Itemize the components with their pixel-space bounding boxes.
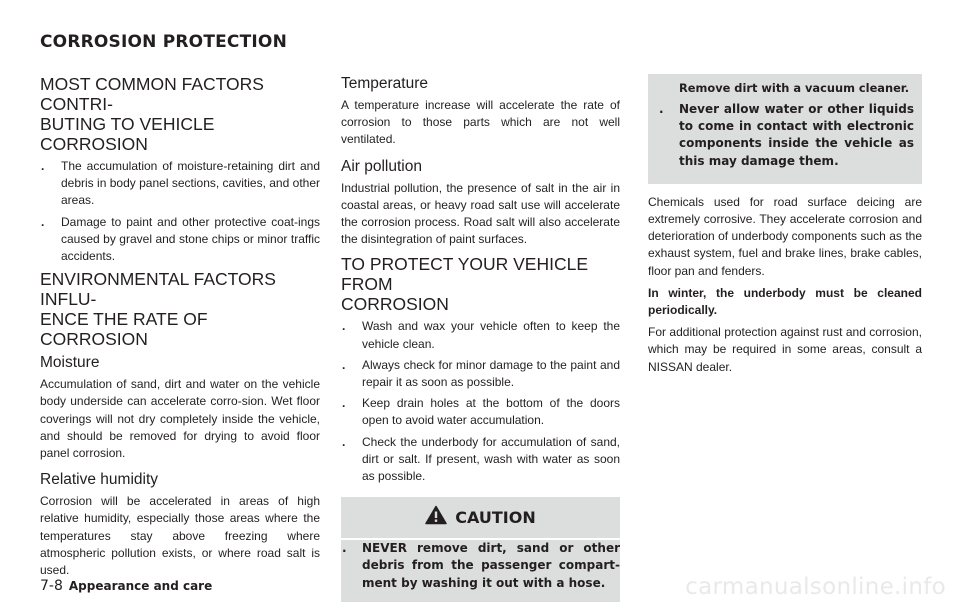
column-1 [40, 74, 320, 584]
list-item-text: Check the underbody for accumulation of sand, dirt or salt. If present, wash with water as soon as possible. [362, 434, 620, 484]
bullet-dot: . [342, 541, 347, 556]
bullet-dot: . [41, 159, 45, 173]
footer-section-name: Appearance and care [68, 579, 213, 593]
bullet-dot: . [659, 102, 664, 116]
list-item [341, 357, 620, 391]
column-2 [341, 74, 620, 602]
caution-continued-box [648, 74, 922, 184]
bullet-dot: . [342, 357, 346, 372]
heading-environmental-factors-text: ENVIRONMENTAL FACTORS INFLU- ENCE THE RATE OF CORROSION [40, 269, 276, 350]
list-item-text: NEVER remove dirt, sand or other debris from the passenger compart-ment by washing it out with a hose. [362, 541, 620, 590]
list-item [341, 395, 620, 429]
list-item [341, 540, 620, 592]
caution-header [341, 497, 620, 540]
bullet-dot: . [41, 214, 45, 229]
column-3 [648, 74, 922, 381]
list-item-text: Damage to paint and other protective coat-ings caused by gravel and stone chips or minor traffic accidents. [61, 214, 320, 264]
air-pollution-paragraph: Industrial pollution, the presence of salt in the air in coastal areas, or heavy road salt use will accelerate the corrosion process. Road salt will also accelerate the disintegration of paint surfaces. [341, 180, 620, 247]
heading-air-pollution: Air pollution [341, 157, 422, 175]
heading-protect-vehicle-text: TO PROTECT YOUR VEHICLE FROM CORROSION [341, 254, 588, 315]
list-item-text: Always check for minor damage to the paint and repair it as soon as possible. [362, 357, 620, 390]
page-footer [40, 578, 212, 594]
bullet-dot: . [342, 319, 346, 334]
temperature-paragraph: A temperature increase will accelerate the rate of corrosion to those parts which are not well ventilated. [341, 98, 620, 147]
list-item-text: The accumulation of moisture-retaining dirt and debris in body panel sections, cavities, and other areas. [61, 159, 320, 208]
humidity-paragraph: Corrosion will be accelerated in areas of high relative humidity, especially those areas where the temperatures stay above freezing where atmospheric pollution exists, or where road salt is used. [40, 494, 320, 578]
heading-moisture: Moisture [40, 354, 100, 372]
caution-label: CAUTION [455, 508, 536, 528]
heading-common-factors [40, 74, 320, 154]
list-item-text: Keep drain holes at the bottom of the doors open to avoid water accumulation. [362, 396, 620, 428]
heading-temperature: Temperature [341, 75, 429, 92]
bullet-dot: . [342, 434, 346, 449]
list-item [658, 101, 914, 170]
list-item-text: Wash and wax your vehicle often to keep the vehicle clean. [362, 319, 620, 351]
heading-environmental-factors [40, 269, 320, 349]
list-item-text: Never allow water or other liquids to come in contact with electronic components inside the vehicle as this may damage them. [679, 102, 914, 168]
caution-continued-list [658, 101, 914, 170]
heading-protect-vehicle [341, 254, 620, 314]
moisture-paragraph: Accumulation of sand, dirt and water on the vehicle body underside can accelerate corro-sion. Wet floor coverings will not dry completely inside the vehicle, and should be removed for drying to avoid floor panel corrosion. [40, 377, 320, 461]
heading-common-factors-text: MOST COMMON FACTORS CONTRI- BUTING TO VEHICLE CORROSION [40, 74, 264, 154]
winter-paragraph: In winter, the underbody must be cleaned periodically. [648, 285, 922, 318]
list-item [341, 434, 620, 486]
caution-continued-text: Remove dirt with a vacuum cleaner. [679, 81, 910, 95]
watermark: carmanualsonline.info [685, 574, 946, 600]
heading-relative-humidity: Relative humidity [40, 471, 159, 489]
list-item [341, 318, 620, 352]
caution-box [341, 497, 620, 602]
additional-protection-paragraph: For additional protection against rust and corrosion, which may be required in some areas, consult a NISSAN dealer. [648, 325, 922, 374]
bullet-dot: . [342, 396, 346, 411]
list-item [40, 214, 320, 266]
warning-triangle-icon [425, 505, 447, 530]
page-title: CORROSION PROTECTION [40, 32, 288, 52]
caution-list [341, 540, 620, 592]
factors-list [40, 158, 320, 265]
page-number: 7-8 [40, 578, 63, 594]
protect-list [341, 318, 620, 485]
list-item [40, 158, 320, 210]
chemicals-paragraph: Chemicals used for road surface deicing are extremely corrosive. They accelerate corrosion and deterioration of underbody components such as the exhaust system, fuel and brake lines, brake cables, floor pan and fenders. [648, 194, 922, 278]
